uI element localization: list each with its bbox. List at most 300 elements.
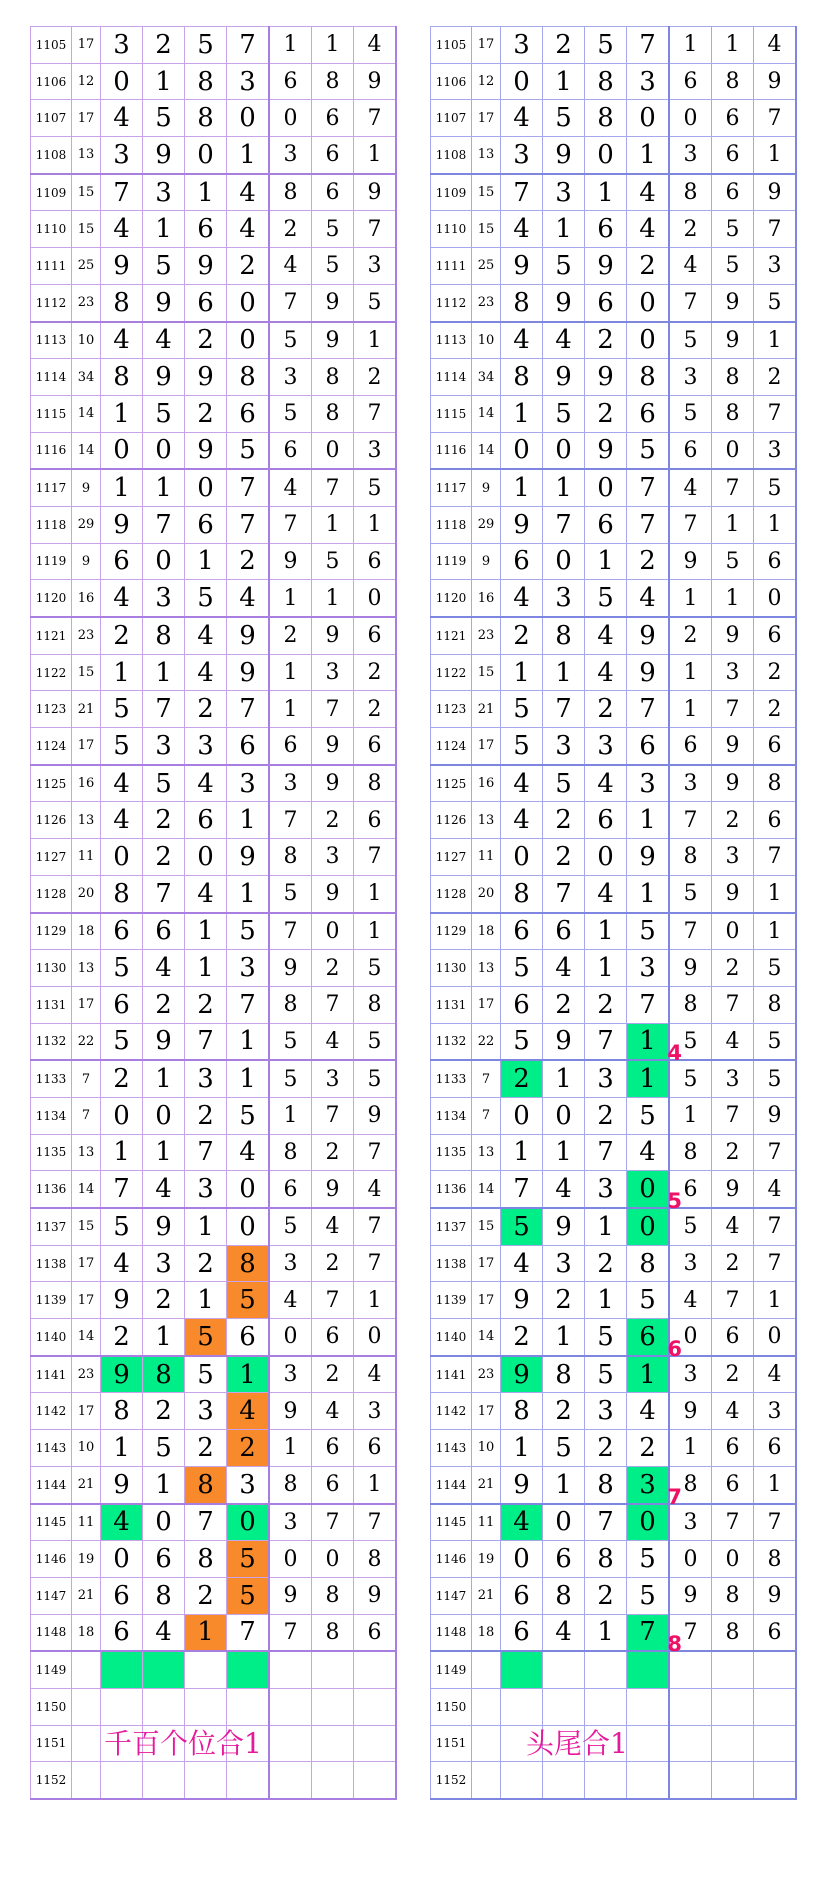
- digit-value: 9: [683, 1398, 698, 1424]
- digit-value: 6: [683, 1176, 698, 1202]
- digit-value: 7: [367, 401, 382, 427]
- digit-value: 3: [683, 1362, 698, 1388]
- digit-value: 0: [113, 66, 130, 97]
- digit-value: 4: [555, 1174, 572, 1205]
- digit-cell: [585, 691, 627, 728]
- table-row: [431, 617, 797, 654]
- digit-cell: [312, 1356, 354, 1393]
- issue-number: 1105: [431, 27, 472, 64]
- digit-cell: [354, 617, 397, 654]
- digit-cell: [354, 1504, 397, 1541]
- digit-value: 3: [683, 1251, 698, 1277]
- digit-cell: [754, 395, 797, 432]
- digit-value: 6: [513, 546, 530, 577]
- digit-cell: [227, 211, 270, 248]
- digit-value: 1: [683, 1435, 698, 1461]
- digit-cell: [501, 950, 543, 987]
- digit-value: 1: [197, 953, 214, 984]
- digit-value: 8: [155, 1580, 172, 1611]
- digit-cell: [501, 1430, 543, 1467]
- digit-cell: [185, 506, 227, 543]
- digit-cell: [543, 1651, 585, 1688]
- digit-cell: [354, 543, 397, 580]
- table-row: [431, 1466, 797, 1503]
- digit-value: 2: [239, 1432, 256, 1463]
- digit-cell: [143, 1762, 185, 1799]
- digit-cell: [143, 1430, 185, 1467]
- digit-cell: [227, 506, 270, 543]
- digit-value: 3: [367, 253, 382, 279]
- digit-sum: 15: [72, 1208, 101, 1245]
- issue-number: 1148: [31, 1614, 72, 1651]
- table-row: [31, 1393, 397, 1430]
- digit-cell: [312, 1023, 354, 1060]
- digit-cell: [101, 1023, 143, 1060]
- digit-value: 7: [767, 401, 782, 427]
- digit-cell: [143, 1356, 185, 1393]
- digit-cell: [227, 950, 270, 987]
- digit-cell: [354, 27, 397, 64]
- digit-cell: [627, 1208, 670, 1245]
- digit-cell: [543, 174, 585, 211]
- issue-number: 1126: [431, 802, 472, 839]
- digit-cell: [501, 1023, 543, 1060]
- digit-cell: [754, 654, 797, 691]
- digit-cell: [354, 1319, 397, 1356]
- digit-value: 6: [113, 989, 130, 1020]
- table-row: [31, 432, 397, 469]
- digit-cell: [269, 1134, 312, 1171]
- issue-number: 1149: [431, 1651, 472, 1688]
- digit-cell: [227, 1614, 270, 1651]
- digit-cell: [543, 27, 585, 64]
- digit-value: 1: [597, 1285, 614, 1316]
- issue-number: 1112: [431, 284, 472, 321]
- digit-cell: [227, 1171, 270, 1208]
- digit-cell: [712, 1430, 754, 1467]
- digit-value: 3: [555, 177, 572, 208]
- digit-value: 3: [155, 177, 172, 208]
- table-row: [31, 137, 397, 174]
- digit-value: 2: [197, 694, 214, 725]
- digit-cell: [143, 1245, 185, 1282]
- digit-cell: [501, 1614, 543, 1651]
- digit-cell: [627, 63, 670, 100]
- digit-cell: [754, 875, 797, 912]
- digit-value: 7: [767, 844, 782, 870]
- digit-cell: [543, 1762, 585, 1799]
- digit-value: 9: [367, 1583, 382, 1609]
- digit-value: 6: [283, 1176, 298, 1202]
- digit-value: 1: [155, 1469, 172, 1500]
- digit-value: 9: [325, 623, 340, 649]
- digit-value: 1: [639, 805, 656, 836]
- digit-value: 3: [197, 1174, 214, 1205]
- issue-number: 1144: [431, 1466, 472, 1503]
- digit-value: 1: [767, 881, 782, 907]
- digit-cell: [712, 211, 754, 248]
- digit-value: 8: [513, 1396, 530, 1427]
- digit-cell: [627, 802, 670, 839]
- digit-value: 1: [555, 473, 572, 504]
- digit-value: 1: [197, 1285, 214, 1316]
- digit-value: 4: [683, 475, 698, 501]
- digit-value: 6: [767, 1619, 782, 1645]
- digit-cell: [669, 1208, 712, 1245]
- digit-value: 1: [639, 878, 656, 909]
- digit-cell: [143, 395, 185, 432]
- digit-cell: [185, 1651, 227, 1688]
- digit-cell: [354, 1466, 397, 1503]
- digit-sum: 17: [72, 27, 101, 64]
- digit-value: 9: [597, 435, 614, 466]
- digit-sum: 14: [72, 1171, 101, 1208]
- digit-value: 1: [639, 1064, 656, 1095]
- digit-value: 0: [597, 841, 614, 872]
- digit-value: 1: [513, 1432, 530, 1463]
- digit-value: 6: [113, 546, 130, 577]
- digit-value: 1: [725, 512, 740, 538]
- issue-number: 1146: [431, 1541, 472, 1578]
- digit-sum: 22: [472, 1023, 501, 1060]
- digit-cell: [185, 63, 227, 100]
- digit-value: 0: [197, 841, 214, 872]
- digit-cell: [185, 875, 227, 912]
- digit-value: 1: [155, 657, 172, 688]
- digit-cell: [227, 543, 270, 580]
- digit-value: 5: [113, 1026, 130, 1057]
- issue-number: 1108: [31, 137, 72, 174]
- issue-number: 1117: [431, 469, 472, 506]
- digit-value: 4: [597, 878, 614, 909]
- digit-cell: [501, 322, 543, 359]
- digit-value: 8: [367, 1546, 382, 1572]
- issue-number: 1129: [31, 913, 72, 950]
- table-row: [431, 506, 797, 543]
- digit-value: 7: [239, 989, 256, 1020]
- digit-cell: [227, 395, 270, 432]
- issue-number: 1120: [31, 580, 72, 617]
- digit-cell: [669, 27, 712, 64]
- digit-cell: [712, 691, 754, 728]
- issue-number: 1140: [431, 1319, 472, 1356]
- digit-cell: [543, 1356, 585, 1393]
- table-row: [431, 1245, 797, 1282]
- digit-value: 3: [597, 1174, 614, 1205]
- digit-cell: [312, 432, 354, 469]
- digit-cell: [354, 1171, 397, 1208]
- digit-value: 1: [239, 878, 256, 909]
- digit-cell: [227, 1762, 270, 1799]
- digit-sum: 12: [472, 63, 501, 100]
- table-row: [431, 63, 797, 100]
- digit-cell: [669, 63, 712, 100]
- digit-cell: [669, 1356, 712, 1393]
- digit-value: 8: [597, 1544, 614, 1575]
- issue-number: 1135: [31, 1134, 72, 1171]
- digit-value: 5: [367, 290, 382, 316]
- digit-value: 6: [725, 1435, 740, 1461]
- issue-number: 1131: [31, 986, 72, 1023]
- table-row: [431, 1504, 797, 1541]
- digit-cell: [754, 728, 797, 765]
- digit-value: 2: [197, 1248, 214, 1279]
- digit-cell: [669, 765, 712, 802]
- digit-cell: [227, 322, 270, 359]
- digit-cell: [101, 1282, 143, 1319]
- digit-cell: [543, 506, 585, 543]
- digit-sum: 10: [72, 322, 101, 359]
- digit-cell: [712, 1097, 754, 1134]
- digit-cell: [712, 27, 754, 64]
- digit-cell: [754, 1651, 797, 1688]
- digit-value: 5: [555, 768, 572, 799]
- table-row: [431, 802, 797, 839]
- digit-cell: [227, 27, 270, 64]
- digit-value: 6: [367, 1619, 382, 1645]
- table-row: [31, 839, 397, 876]
- digit-sum: 14: [472, 1319, 501, 1356]
- table-row: [31, 1282, 397, 1319]
- issue-number: 1119: [31, 543, 72, 580]
- digit-cell: [627, 728, 670, 765]
- digit-sum: 13: [72, 1134, 101, 1171]
- digit-value: 3: [513, 139, 530, 170]
- digit-cell: [712, 875, 754, 912]
- digit-cell: [101, 284, 143, 321]
- issue-number: 1116: [31, 432, 72, 469]
- digit-cell: [185, 728, 227, 765]
- digit-cell: [712, 1725, 754, 1762]
- digit-cell: [669, 1688, 712, 1725]
- digit-value: 6: [325, 1472, 340, 1498]
- issue-number: 1137: [31, 1208, 72, 1245]
- table-row: [31, 950, 397, 987]
- digit-sum: 23: [472, 1356, 501, 1393]
- digit-value: 8: [113, 878, 130, 909]
- issue-number: 1132: [31, 1023, 72, 1060]
- digit-cell: [585, 1245, 627, 1282]
- digit-value: 5: [239, 1544, 256, 1575]
- digit-sum: 17: [472, 27, 501, 64]
- digit-value: 6: [725, 142, 740, 168]
- digit-cell: [712, 432, 754, 469]
- digit-sum: 22: [72, 1023, 101, 1060]
- digit-cell: [627, 765, 670, 802]
- digit-cell: [227, 580, 270, 617]
- digit-value: 2: [725, 1362, 740, 1388]
- digit-value: 9: [725, 1176, 740, 1202]
- digit-cell: [543, 1466, 585, 1503]
- digit-cell: [185, 432, 227, 469]
- digit-cell: [143, 322, 185, 359]
- digit-value: 1: [767, 1472, 782, 1498]
- digit-cell: [585, 27, 627, 64]
- digit-sum: 18: [72, 1614, 101, 1651]
- digit-cell: [354, 63, 397, 100]
- digit-value: 3: [325, 844, 340, 870]
- digit-value: 1: [155, 473, 172, 504]
- digit-cell: [143, 1577, 185, 1614]
- issue-number: 1152: [31, 1762, 72, 1799]
- digit-value: 1: [197, 546, 214, 577]
- digit-value: 9: [639, 657, 656, 688]
- digit-cell: [312, 1614, 354, 1651]
- table-row: [431, 432, 797, 469]
- digit-cell: [227, 913, 270, 950]
- digit-value: 9: [283, 955, 298, 981]
- digit-cell: [669, 100, 712, 137]
- digit-value: 1: [597, 916, 614, 947]
- digit-value: 7: [367, 1214, 382, 1240]
- table-row: [31, 913, 397, 950]
- digit-value: 5: [239, 916, 256, 947]
- digit-value: 9: [725, 733, 740, 759]
- digit-value: 6: [597, 805, 614, 836]
- digit-cell: [143, 839, 185, 876]
- digit-cell: [627, 1577, 670, 1614]
- digit-value: 6: [367, 807, 382, 833]
- digit-cell: [354, 839, 397, 876]
- digit-sum: 20: [72, 875, 101, 912]
- digit-value: 0: [113, 1544, 130, 1575]
- digit-value: 6: [683, 437, 698, 463]
- digit-value: 1: [367, 142, 382, 168]
- table-row: [431, 322, 797, 359]
- digit-value: 8: [683, 1139, 698, 1165]
- digit-cell: [712, 543, 754, 580]
- table-row: [31, 802, 397, 839]
- digit-cell: [669, 654, 712, 691]
- issue-number: 1120: [431, 580, 472, 617]
- digit-value: 7: [283, 290, 298, 316]
- digit-cell: [269, 1504, 312, 1541]
- digit-value: 7: [325, 1287, 340, 1313]
- digit-value: 5: [325, 216, 340, 242]
- digit-cell: [227, 1393, 270, 1430]
- digit-value: 6: [325, 105, 340, 131]
- issue-number: 1136: [431, 1171, 472, 1208]
- digit-cell: [501, 1060, 543, 1097]
- digit-value: 2: [767, 696, 782, 722]
- digit-value: 3: [555, 583, 572, 614]
- digit-cell: [501, 1762, 543, 1799]
- digit-cell: [754, 1171, 797, 1208]
- digit-cell: [227, 100, 270, 137]
- digit-value: 8: [555, 1359, 572, 1390]
- digit-cell: [185, 543, 227, 580]
- digit-cell: [754, 1097, 797, 1134]
- digit-value: 0: [367, 585, 382, 611]
- digit-cell: [543, 1319, 585, 1356]
- digit-sum: 9: [472, 543, 501, 580]
- table-row: [31, 1097, 397, 1134]
- digit-cell: [354, 211, 397, 248]
- left-caption: 千百个位合1: [104, 1727, 262, 1760]
- digit-value: 1: [155, 1064, 172, 1095]
- issue-number: 1134: [431, 1097, 472, 1134]
- digit-value: 9: [113, 509, 130, 540]
- digit-cell: [501, 359, 543, 396]
- digit-value: 0: [513, 1544, 530, 1575]
- digit-sum: 34: [72, 359, 101, 396]
- issue-number: 1145: [431, 1504, 472, 1541]
- digit-value: 6: [113, 916, 130, 947]
- digit-value: 0: [555, 1100, 572, 1131]
- digit-cell: [543, 802, 585, 839]
- table-row: [431, 1319, 797, 1356]
- digit-cell: [227, 765, 270, 802]
- digit-cell: [712, 1393, 754, 1430]
- digit-cell: [669, 469, 712, 506]
- digit-cell: [143, 27, 185, 64]
- issue-number: 1130: [31, 950, 72, 987]
- digit-value: 7: [767, 1509, 782, 1535]
- digit-cell: [669, 802, 712, 839]
- digit-value: 9: [555, 1211, 572, 1242]
- digit-cell: [712, 1577, 754, 1614]
- digit-value: 7: [283, 807, 298, 833]
- digit-value: 5: [767, 1028, 782, 1054]
- digit-cell: [143, 913, 185, 950]
- digit-cell: [354, 986, 397, 1023]
- digit-cell: [585, 765, 627, 802]
- digit-cell: [543, 359, 585, 396]
- digit-value: 0: [639, 1211, 656, 1242]
- digit-value: 4: [767, 1176, 782, 1202]
- table-row: [431, 469, 797, 506]
- digit-value: 2: [155, 841, 172, 872]
- digit-cell: [585, 211, 627, 248]
- digit-cell: [269, 1762, 312, 1799]
- digit-cell: [754, 950, 797, 987]
- digit-value: 5: [367, 1028, 382, 1054]
- digit-sum: 17: [472, 1393, 501, 1430]
- digit-sum: 9: [472, 469, 501, 506]
- digit-value: 4: [113, 1248, 130, 1279]
- table-row: [431, 765, 797, 802]
- digit-cell: [669, 839, 712, 876]
- digit-cell: [669, 506, 712, 543]
- digit-value: 4: [513, 805, 530, 836]
- digit-cell: [185, 284, 227, 321]
- digit-sum: 17: [472, 100, 501, 137]
- digit-value: 4: [283, 253, 298, 279]
- digit-value: 5: [239, 435, 256, 466]
- digit-value: 5: [283, 327, 298, 353]
- digit-cell: [501, 839, 543, 876]
- digit-cell: [354, 395, 397, 432]
- digit-value: 1: [283, 660, 298, 686]
- digit-value: 2: [113, 620, 130, 651]
- digit-value: 8: [767, 1546, 782, 1572]
- digit-cell: [101, 1651, 143, 1688]
- digit-cell: [101, 950, 143, 987]
- digit-cell: [501, 27, 543, 64]
- issue-number: 1125: [431, 765, 472, 802]
- issue-number: 1110: [431, 211, 472, 248]
- digit-value: 6: [725, 1324, 740, 1350]
- digit-value: 5: [767, 290, 782, 316]
- digit-value: 7: [325, 1103, 340, 1129]
- digit-value: 8: [513, 287, 530, 318]
- digit-value: 6: [197, 509, 214, 540]
- digit-value: 5: [113, 730, 130, 761]
- digit-value: 2: [239, 250, 256, 281]
- table-row: [431, 1762, 797, 1799]
- digit-value: 5: [113, 1211, 130, 1242]
- digit-sum: 13: [72, 950, 101, 987]
